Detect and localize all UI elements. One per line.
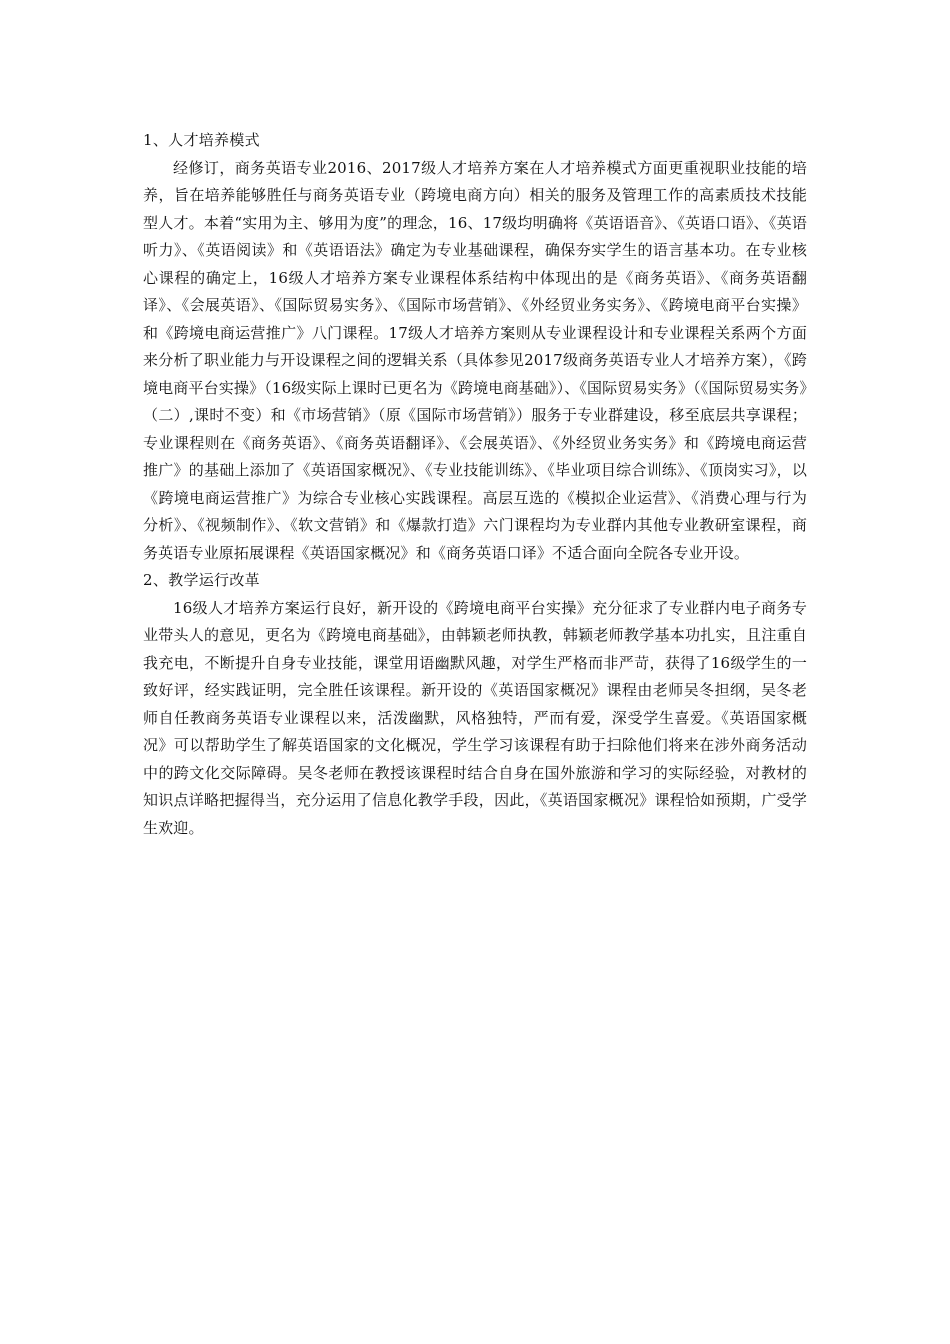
document-body <box>143 127 807 842</box>
section-paragraph-teaching-reform: 16级人才培养方案运行良好，新开设的《跨境电商平台实操》充分征求了专业群内电子商务专业带头人的意见，更名为《跨境电商基础》，由韩颖老师执教，韩颖老师教学基本功扎实，且注重自我充电，不断提升自身专业技能，课堂用语幽默风趣，对学生严格而非严苛，获得了16级学生的一致好评，经实践证明，完全胜任该课程。新开设的《英语国家概况》课程由老师吴冬担纲，吴冬老师自任教商务英语专业课程以来，活泼幽默，风格独特，严而有爱，深受学生喜爱。《英语国家概况》可以帮助学生了解英语国家的文化概况，学生学习该课程有助于扫除他们将来在涉外商务活动中的跨文化交际障碍。吴冬老师在教授该课程时结合自身在国外旅游和学习的实际经验，对教材的知识点详略把握得当，充分运用了信息化教学手段，因此，《英语国家概况》课程恰如预期，广受学生欢迎。 <box>143 598 807 837</box>
section-paragraph-talent-model: 经修订，商务英语专业2016、2017级人才培养方案在人才培养模式方面更重视职业技能的培养，旨在培养能够胜任与商务英语专业（跨境电商方向）相关的服务及管理工作的高素质技术技能型人才。本着“实用为主、够用为度”的理念，16、17级均明确将《英语语音》、《英语口语》、《英语听力》、《英语阅读》和《英语语法》确定为专业基础课程，确保夯实学生的语言基本功。在专业核心课程的确定上，16级人才培养方案专业课程体系结构中体现出的是《商务英语》、《商务英语翻译》、《会展英语》、《国际贸易实务》、《国际市场营销》、《外经贸业务实务》、《跨境电商平台实操》和《跨境电商运营推广》八门课程。17级人才培养方案则从专业课程设计和专业课程关系两个方面来分析了职业能力与开设课程之间的逻辑关系（具体参见2017级商务英语专业人才培养方案），《跨境电商平台实操》（16级实际上课时已更名为《跨境电商基础》）、《国际贸易实务》（《国际贸易实务》（二）,课时不变）和《市场营销》（原《国际市场营销》）服务于专业群建设，移至底层共享课程；专业课程则在《商务英语》、《商务英语翻译》、《会展英语》、《外经贸业务实务》和《跨境电商运营推广》的基础上添加了《英语国家概况》、《专业技能训练》、《毕业项目综合训练》、《顶岗实习》，以《跨境电商运营推广》为综合专业核心实践课程。高层互选的《模拟企业运营》、《消费心理与行为分析》、《视频制作》、《软文营销》和《爆款打造》六门课程均为专业群内其他专业教研室课程，商务英语专业原拓展课程《英语国家概况》和《商务英语口译》不适合面向全院各专业开设。 <box>143 158 807 562</box>
section-heading-talent-model: 1、人才培养模式 <box>143 131 260 149</box>
section-heading-teaching-reform: 2、教学运行改革 <box>143 571 260 589</box>
